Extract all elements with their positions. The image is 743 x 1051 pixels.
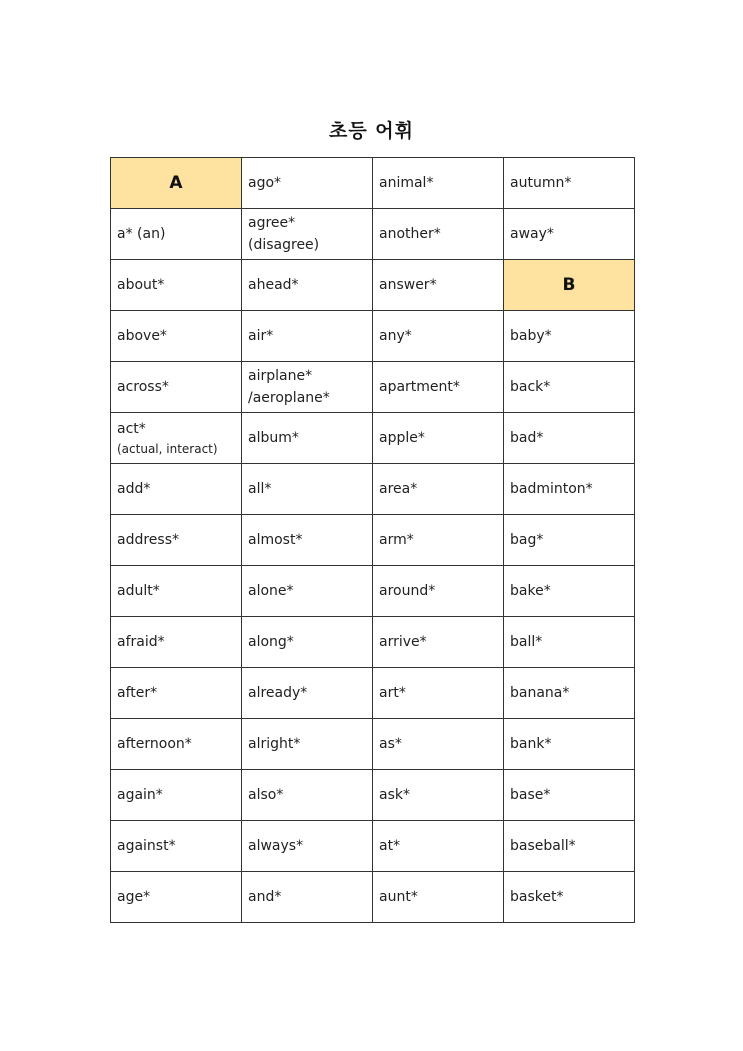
vocab-word: as* (379, 736, 402, 752)
table-row (111, 464, 635, 515)
vocab-word: baseball* (510, 838, 576, 854)
vocab-cell (373, 872, 504, 923)
vocab-cell (242, 464, 373, 515)
vocab-cell (373, 362, 504, 413)
table-row (111, 566, 635, 617)
vocab-word: age* (117, 889, 151, 905)
vocab-cell (373, 821, 504, 872)
vocab-cell (111, 719, 242, 770)
vocab-word: badminton* (510, 481, 593, 497)
vocab-word: again* (117, 787, 163, 803)
vocab-word: agree* (248, 215, 296, 231)
vocab-cell (242, 770, 373, 821)
vocab-cell (504, 821, 635, 872)
vocab-cell (373, 209, 504, 260)
vocab-cell (504, 617, 635, 668)
vocab-cell (504, 362, 635, 413)
letter-section-header: B (504, 260, 635, 311)
vocab-cell (111, 821, 242, 872)
vocab-word: around* (379, 583, 436, 599)
vocab-related-words: (actual, interact) (117, 442, 218, 456)
vocab-word: animal* (379, 175, 434, 191)
vocabulary-table-body (111, 158, 635, 923)
vocab-word: about* (117, 277, 165, 293)
vocab-word: adult* (117, 583, 160, 599)
vocab-word: air* (248, 328, 274, 344)
vocab-word: at* (379, 838, 401, 854)
vocab-word: bank* (510, 736, 552, 752)
vocab-cell (242, 362, 373, 413)
vocabulary-table (110, 157, 635, 923)
vocab-cell (504, 668, 635, 719)
page-title: 초등 어휘 (328, 120, 415, 142)
vocab-word: above* (117, 328, 167, 344)
vocab-cell (111, 413, 242, 464)
vocab-cell (111, 362, 242, 413)
table-row (111, 362, 635, 413)
vocab-cell (111, 464, 242, 515)
vocab-cell (373, 617, 504, 668)
vocab-cell (242, 515, 373, 566)
vocab-word: apple* (379, 430, 425, 446)
vocab-word: apartment* (379, 379, 460, 395)
vocab-cell (111, 617, 242, 668)
vocab-cell (242, 617, 373, 668)
vocab-word: ahead* (248, 277, 299, 293)
vocab-cell (373, 464, 504, 515)
vocab-word: alright* (248, 736, 301, 752)
table-row (111, 821, 635, 872)
vocab-word: answer* (379, 277, 437, 293)
vocab-cell (373, 719, 504, 770)
vocab-word: aunt* (379, 889, 418, 905)
vocab-cell (373, 311, 504, 362)
vocab-word: already* (248, 685, 308, 701)
table-row (111, 158, 635, 209)
vocab-word: baby* (510, 328, 552, 344)
vocab-word: afraid* (117, 634, 165, 650)
vocab-cell (111, 311, 242, 362)
vocab-word: base* (510, 787, 551, 803)
vocab-word: all* (248, 481, 272, 497)
vocab-word: across* (117, 379, 169, 395)
vocab-cell (373, 566, 504, 617)
vocab-cell (242, 668, 373, 719)
vocab-cell (111, 260, 242, 311)
vocab-cell (111, 515, 242, 566)
vocab-cell (111, 770, 242, 821)
vocab-word: alone* (248, 583, 294, 599)
vocab-cell (111, 566, 242, 617)
vocab-word: basket* (510, 889, 564, 905)
vocab-word: arrive* (379, 634, 427, 650)
vocab-cell (373, 260, 504, 311)
vocab-word: banana* (510, 685, 570, 701)
vocab-word: back* (510, 379, 551, 395)
vocab-cell (373, 668, 504, 719)
vocab-word: after* (117, 685, 158, 701)
vocab-word: address* (117, 532, 180, 548)
vocab-word: ask* (379, 787, 410, 803)
table-row (111, 872, 635, 923)
vocab-cell (504, 158, 635, 209)
vocab-cell (242, 260, 373, 311)
vocab-variant: (disagree) (248, 237, 320, 253)
table-row (111, 770, 635, 821)
vocab-word: bad* (510, 430, 544, 446)
vocab-cell (504, 566, 635, 617)
vocab-word: act* (117, 421, 146, 437)
vocab-cell (504, 770, 635, 821)
vocab-word: also* (248, 787, 284, 803)
vocab-cell (504, 311, 635, 362)
table-row (111, 413, 635, 464)
vocab-cell (242, 821, 373, 872)
vocab-cell (504, 464, 635, 515)
vocab-cell (242, 158, 373, 209)
vocab-word: bake* (510, 583, 551, 599)
vocab-word: another* (379, 226, 441, 242)
table-row (111, 515, 635, 566)
table-row (111, 719, 635, 770)
vocab-cell (242, 209, 373, 260)
vocab-cell (111, 872, 242, 923)
table-row (111, 311, 635, 362)
vocab-word: ball* (510, 634, 543, 650)
vocab-cell (504, 719, 635, 770)
vocab-cell (504, 209, 635, 260)
table-row (111, 617, 635, 668)
vocab-cell (373, 515, 504, 566)
vocab-word: against* (117, 838, 176, 854)
vocab-word: autumn* (510, 175, 572, 191)
vocab-word: art* (379, 685, 406, 701)
vocab-word: album* (248, 430, 299, 446)
vocab-cell (242, 872, 373, 923)
vocab-word: along* (248, 634, 294, 650)
table-row (111, 209, 635, 260)
vocab-word: airplane* (248, 368, 313, 384)
vocab-word: add* (117, 481, 151, 497)
vocab-cell (242, 413, 373, 464)
vocab-cell (373, 158, 504, 209)
vocab-cell (111, 209, 242, 260)
vocab-word: ago* (248, 175, 282, 191)
vocab-cell (373, 770, 504, 821)
vocab-cell (242, 311, 373, 362)
vocab-cell (111, 668, 242, 719)
vocab-cell (373, 413, 504, 464)
vocab-word: area* (379, 481, 418, 497)
vocab-word: always* (248, 838, 304, 854)
vocab-cell (242, 566, 373, 617)
vocab-cell (504, 872, 635, 923)
table-row (111, 260, 635, 311)
vocab-word: afternoon* (117, 736, 192, 752)
vocab-word: and* (248, 889, 282, 905)
letter-section-header: A (111, 158, 242, 209)
vocab-cell (504, 515, 635, 566)
vocab-word: away* (510, 226, 554, 242)
vocab-word: bag* (510, 532, 544, 548)
vocab-word: almost* (248, 532, 303, 548)
vocab-word: a* (an) (117, 226, 166, 242)
vocab-word: any* (379, 328, 412, 344)
vocab-cell (242, 719, 373, 770)
table-row (111, 668, 635, 719)
vocab-variant: /aeroplane* (248, 390, 330, 406)
vocab-cell (504, 413, 635, 464)
vocab-word: arm* (379, 532, 414, 548)
